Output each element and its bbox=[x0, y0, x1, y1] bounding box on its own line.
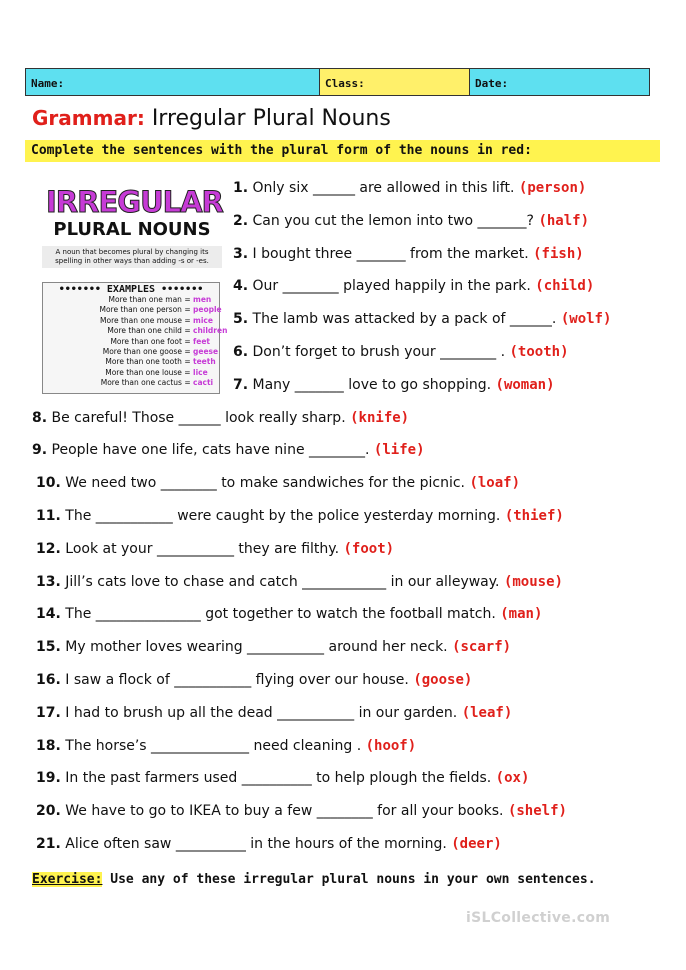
question-number: 11. bbox=[36, 508, 61, 524]
instruction-banner: Complete the sentences with the plural form of the nouns in red: bbox=[25, 140, 660, 162]
question-row bbox=[32, 442, 425, 458]
title-text: Irregular Plural Nouns bbox=[151, 106, 391, 131]
question-number: 17. bbox=[36, 704, 61, 721]
question-number: 5. bbox=[233, 311, 249, 328]
question-text[interactable]: Many _______ love to go shopping. bbox=[252, 376, 492, 393]
target-noun: (goose) bbox=[413, 672, 473, 688]
question-text[interactable]: Don’t forget to brush your ________ . bbox=[252, 344, 506, 360]
poster-definition: A noun that becomes plural by changing its spelling in other ways than adding -s or -es. bbox=[42, 246, 222, 268]
target-noun: (half) bbox=[538, 212, 590, 229]
question-row bbox=[233, 180, 586, 196]
question-number: 4. bbox=[233, 278, 249, 295]
target-noun: (knife) bbox=[350, 409, 410, 426]
question-row bbox=[36, 770, 529, 786]
question-row bbox=[36, 639, 511, 655]
question-text[interactable]: Look at your ___________ they are filthy. bbox=[65, 540, 340, 557]
question-row bbox=[36, 705, 512, 721]
question-text[interactable]: Can you cut the lemon into two _______? bbox=[252, 212, 534, 229]
class-label: Class: bbox=[325, 77, 365, 90]
question-text[interactable]: Only six ______ are allowed in this lift. bbox=[252, 180, 515, 196]
date-label: Date: bbox=[475, 77, 509, 90]
question-row bbox=[233, 344, 569, 360]
example-row: More than one mouse = mice bbox=[100, 315, 213, 325]
question-text[interactable]: Be careful! Those ______ look really sharp. bbox=[51, 409, 346, 426]
target-noun: (ox) bbox=[495, 770, 530, 787]
target-noun: (leaf) bbox=[461, 704, 513, 721]
question-number: 9. bbox=[32, 442, 48, 459]
question-text[interactable]: I had to brush up all the dead ___________ in our garden. bbox=[65, 704, 458, 721]
date-field[interactable] bbox=[469, 68, 650, 96]
question-row bbox=[233, 377, 555, 393]
question-number: 3. bbox=[233, 245, 249, 262]
question-text[interactable]: We need two ________ to make sandwiches for the picnic. bbox=[65, 475, 465, 492]
target-noun: (thief) bbox=[504, 508, 564, 524]
examples-heading: ••••••• EXAMPLES ••••••• bbox=[58, 284, 204, 295]
example-row: More than one cactus = cacti bbox=[100, 378, 214, 388]
name-label: Name: bbox=[31, 77, 65, 90]
question-row bbox=[233, 278, 594, 294]
site-watermark: iSLCollective.com bbox=[466, 910, 611, 926]
question-text[interactable]: The lamb was attacked by a pack of ______. bbox=[252, 311, 557, 328]
exercise-text: Use any of these irregular plural nouns in your own sentences. bbox=[110, 872, 596, 887]
class-field[interactable] bbox=[319, 68, 469, 96]
question-number: 15. bbox=[36, 639, 61, 656]
example-phrase: More than one tooth = bbox=[105, 357, 191, 367]
example-phrase: More than one louse = bbox=[105, 367, 191, 377]
examples-box bbox=[42, 282, 228, 394]
question-row bbox=[36, 606, 542, 622]
target-noun: (tooth) bbox=[509, 344, 569, 360]
target-noun: (woman) bbox=[495, 376, 555, 393]
question-row bbox=[36, 738, 416, 754]
question-number: 2. bbox=[233, 212, 249, 229]
example-row: More than one person = people bbox=[99, 305, 222, 315]
example-phrase: More than one person = bbox=[99, 305, 191, 315]
target-noun: (wolf) bbox=[560, 311, 612, 328]
irregular-plural-poster bbox=[40, 180, 228, 394]
question-row bbox=[36, 836, 502, 852]
target-noun: (man) bbox=[500, 606, 543, 623]
question-number: 19. bbox=[36, 770, 61, 787]
student-info-header bbox=[25, 68, 650, 96]
question-number: 13. bbox=[36, 573, 61, 590]
title-prefix: Grammar: bbox=[32, 106, 145, 130]
question-text[interactable]: The _______________ got together to watch the football match. bbox=[65, 606, 496, 623]
question-text[interactable]: We have to go to IKEA to buy a few ________ for all your books. bbox=[65, 803, 504, 820]
example-row: More than one goose = geese bbox=[102, 347, 219, 357]
target-noun: (life) bbox=[373, 442, 425, 459]
question-number: 7. bbox=[233, 376, 249, 393]
example-row: More than one foot = feet bbox=[110, 336, 211, 346]
example-row: More than one man = men bbox=[108, 295, 212, 304]
question-number: 14. bbox=[36, 606, 61, 623]
question-number: 6. bbox=[233, 344, 249, 360]
question-text[interactable]: Alice often saw __________ in the hours of the morning. bbox=[65, 836, 447, 852]
question-text[interactable]: I saw a flock of ___________ flying over our house. bbox=[65, 672, 409, 688]
example-phrase: More than one mouse = bbox=[100, 315, 191, 325]
question-row bbox=[36, 803, 567, 819]
example-phrase: More than one goose = bbox=[102, 347, 191, 357]
question-row bbox=[36, 508, 564, 524]
question-text[interactable]: I bought three _______ from the market. bbox=[252, 245, 529, 262]
question-row bbox=[233, 213, 589, 229]
question-number: 18. bbox=[36, 737, 61, 754]
question-row bbox=[233, 311, 611, 327]
exercise-label: Exercise: bbox=[32, 872, 103, 887]
page-title bbox=[32, 106, 391, 131]
poster-subheading: PLURAL NOUNS bbox=[53, 219, 211, 240]
question-number: 8. bbox=[32, 409, 48, 426]
question-number: 20. bbox=[36, 803, 61, 820]
example-row: More than one louse = lice bbox=[105, 367, 208, 377]
poster-heading: IRREGULAR bbox=[46, 185, 223, 219]
example-phrase: More than one man = bbox=[108, 295, 191, 304]
question-text[interactable]: Our ________ played happily in the park. bbox=[252, 278, 531, 295]
question-row bbox=[36, 541, 394, 557]
question-text[interactable]: In the past farmers used __________ to help plough the fields. bbox=[65, 770, 492, 787]
question-number: 1. bbox=[233, 180, 249, 196]
question-text[interactable]: People have one life, cats have nine ________. bbox=[51, 442, 370, 459]
question-number: 10. bbox=[36, 475, 61, 492]
example-phrase: More than one cactus = bbox=[100, 378, 191, 388]
question-number: 21. bbox=[36, 836, 61, 852]
target-noun: (hoof) bbox=[365, 737, 417, 754]
target-noun: (fish) bbox=[533, 245, 584, 262]
target-noun: (loaf) bbox=[469, 475, 521, 492]
example-row: More than one child = children bbox=[107, 326, 228, 336]
question-row bbox=[36, 574, 563, 590]
target-noun: (scarf) bbox=[452, 639, 512, 656]
question-text[interactable]: Jill’s cats love to chase and catch ____________ in our alleyway. bbox=[65, 573, 500, 590]
target-noun: (child) bbox=[535, 278, 595, 295]
target-noun: (foot) bbox=[343, 540, 395, 557]
target-noun: (person) bbox=[518, 180, 587, 196]
exercise-line bbox=[32, 872, 596, 887]
question-row bbox=[32, 410, 409, 426]
question-text[interactable]: The horse’s ______________ need cleaning . bbox=[65, 737, 362, 754]
question-row bbox=[36, 672, 472, 688]
example-phrase: More than one foot = bbox=[110, 336, 191, 346]
question-number: 16. bbox=[36, 672, 61, 688]
target-noun: (deer) bbox=[451, 836, 502, 852]
name-field[interactable] bbox=[25, 68, 319, 96]
question-text[interactable]: My mother loves wearing ___________ around her neck. bbox=[65, 639, 448, 656]
target-noun: (mouse) bbox=[503, 573, 563, 590]
question-number: 12. bbox=[36, 540, 61, 557]
question-text[interactable]: The ___________ were caught by the police yesterday morning. bbox=[65, 508, 501, 524]
example-phrase: More than one child = bbox=[107, 326, 191, 336]
question-row bbox=[36, 475, 520, 491]
target-noun: (shelf) bbox=[507, 803, 567, 820]
question-row bbox=[233, 246, 584, 262]
example-row: More than one tooth = teeth bbox=[105, 357, 216, 367]
